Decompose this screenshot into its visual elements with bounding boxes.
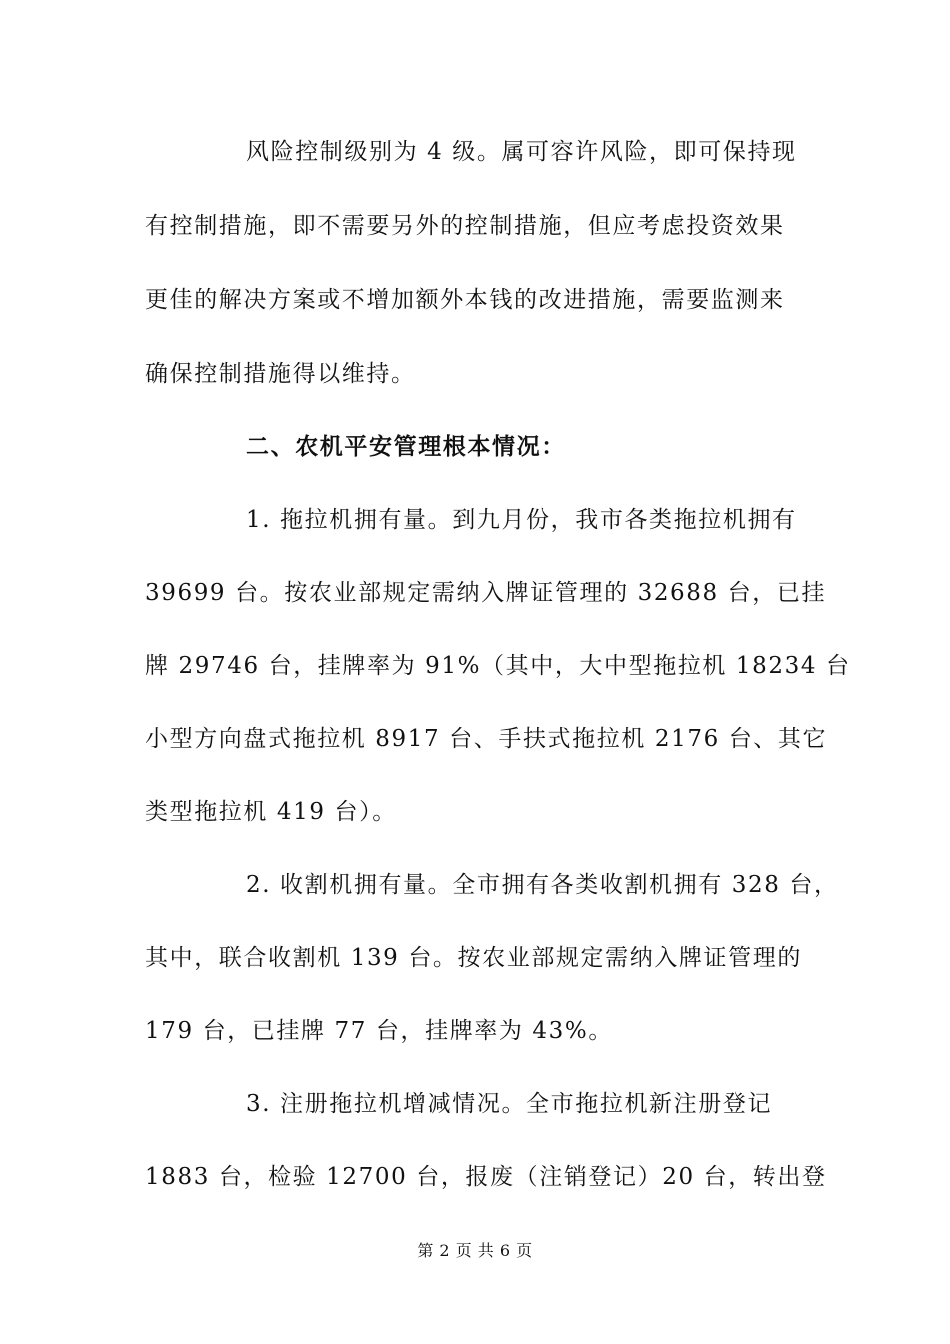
paragraph-line-8: 小型方向盘式拖拉机 8917 台、手扶式拖拉机 2176 台、其它: [145, 726, 828, 752]
section-heading: 二、农机平安管理根本情况：: [246, 433, 566, 460]
paragraph-line-3: 更佳的解决方案或不增加额外本钱的改进措施，需要监测来: [145, 287, 785, 313]
paragraph-line-7: 牌 29746 台，挂牌率为 91%（其中，大中型拖拉机 18234 台: [145, 653, 851, 679]
paragraph-line-13: 3. 注册拖拉机增减情况。全市拖拉机新注册登记: [246, 1091, 773, 1117]
paragraph-line-11: 其中，联合收割机 139 台。按农业部规定需纳入牌证管理的: [145, 945, 802, 971]
paragraph-line-9: 类型拖拉机 419 台）。: [145, 799, 397, 825]
paragraph-line-1: 风险控制级别为 4 级。属可容许风险，即可保持现: [246, 139, 797, 165]
paragraph-line-4: 确保控制措施得以维持。: [145, 361, 416, 387]
page-footer: 第 2 页 共 6 页: [417, 1241, 533, 1260]
paragraph-line-12: 179 台，已挂牌 77 台，挂牌率为 43%。: [145, 1018, 613, 1044]
paragraph-line-6: 39699 台。按农业部规定需纳入牌证管理的 32688 台，已挂: [145, 580, 827, 606]
paragraph-line-5: 1. 拖拉机拥有量。到九月份，我市各类拖拉机拥有: [246, 507, 797, 533]
paragraph-line-2: 有控制措施，即不需要另外的控制措施，但应考虑投资效果: [145, 213, 785, 239]
paragraph-line-10: 2. 收割机拥有量。全市拥有各类收割机拥有 328 台，: [246, 872, 839, 898]
paragraph-line-14: 1883 台，检验 12700 台，报废（注销登记）20 台，转出登: [145, 1164, 827, 1190]
